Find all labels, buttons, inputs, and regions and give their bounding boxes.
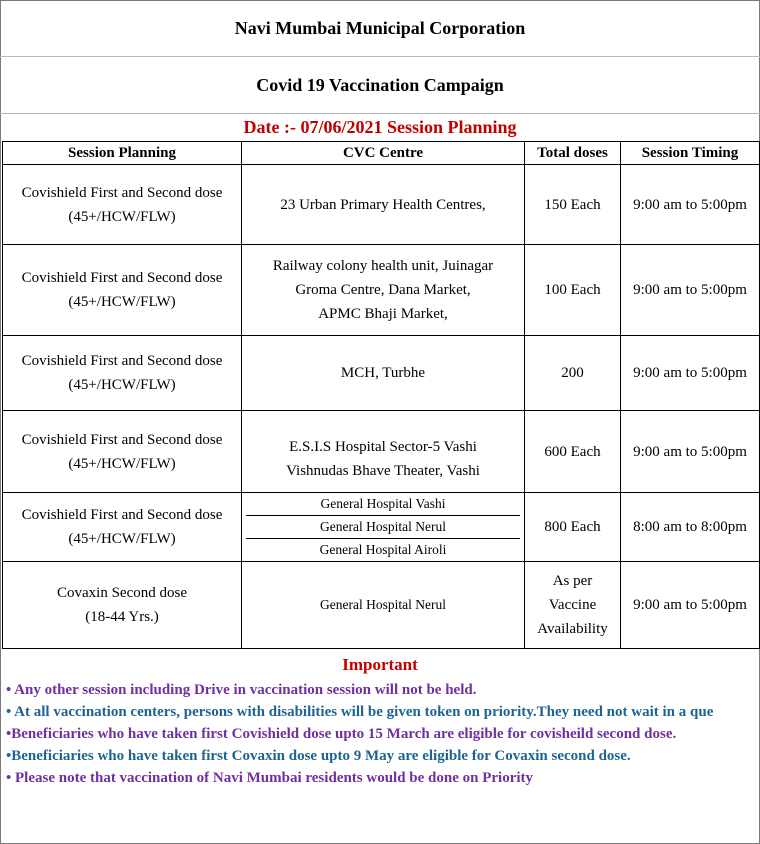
session-label: Covaxin Second dose (57, 585, 187, 601)
table-header-row (3, 142, 760, 165)
hospital-item: General Hospital Airoli (319, 542, 447, 557)
timing-label: 9:00 am to 5:00pm (633, 597, 747, 613)
doses-cell (525, 411, 621, 493)
centre-cell (242, 336, 525, 411)
centre-label: General Hospital Nerul (320, 597, 446, 612)
doses-line: As per (552, 573, 593, 589)
doses-label: 800 Each (544, 519, 601, 535)
centre-cell (242, 562, 525, 649)
session-cell (3, 411, 242, 493)
timing-cell (621, 245, 760, 336)
table-row (3, 165, 760, 245)
session-group: (45+/HCW/FLW) (68, 294, 176, 310)
session-group: (45+/HCW/FLW) (68, 377, 176, 393)
org-title: Navi Mumbai Municipal Corporation (0, 0, 760, 57)
session-cell (3, 245, 242, 336)
table-row (3, 245, 760, 336)
timing-cell (621, 336, 760, 411)
col-header-session: Session Planning (3, 142, 242, 165)
doses-label: 150 Each (544, 196, 601, 213)
doses-label: 200 (561, 365, 584, 381)
session-label: Covishield First and Second dose (21, 184, 223, 201)
centre-line: APMC Bhaji Market, (318, 306, 448, 322)
session-label: Covishield First and Second dose (21, 507, 223, 523)
session-table (2, 141, 760, 649)
doses-line: Availability (537, 621, 608, 637)
session-group: (18-44 Yrs.) (85, 609, 159, 625)
hospital-item: General Hospital Vashi (246, 493, 520, 516)
timing-label: 9:00 am to 5:00pm (633, 443, 747, 460)
note-item: •Beneficiaries who have taken first Covaxin dose upto 9 May are eligible for Covaxin second dose. (6, 748, 631, 764)
doses-cell (525, 245, 621, 336)
note-item: • Any other session including Drive in vaccination session will not be held. (6, 682, 477, 698)
timing-label: 9:00 am to 5:00pm (633, 365, 747, 381)
centre-label: MCH, Turbhe (340, 365, 426, 381)
session-group: (45+/HCW/FLW) (68, 531, 176, 547)
timing-label: 9:00 am to 5:00pm (633, 282, 747, 298)
centre-line: Groma Centre, Dana Market, (295, 282, 471, 298)
centre-line: Vishnudas Bhave Theater, Vashi (286, 462, 480, 479)
centre-cell (242, 411, 525, 493)
important-title: Important (342, 655, 418, 674)
doses-label: 100 Each (544, 282, 601, 298)
note-item: • At all vaccination centers, persons with disabilities will be given token on priority.They need not wait in a que (6, 704, 714, 720)
session-group: (45+/HCW/FLW) (68, 455, 176, 472)
timing-cell (621, 165, 760, 245)
centre-line: E.S.I.S Hospital Sector-5 Vashi (289, 438, 477, 455)
session-cell (3, 336, 242, 411)
timing-cell (621, 562, 760, 649)
timing-cell (621, 493, 760, 562)
doses-cell (525, 562, 621, 649)
table-row (3, 411, 760, 493)
hospital-item: General Hospital Nerul (246, 516, 520, 539)
centre-cell (242, 493, 525, 562)
important-section (0, 651, 760, 789)
table-row (3, 493, 760, 562)
doses-cell (525, 493, 621, 562)
session-cell (3, 165, 242, 245)
doses-line: Vaccine (548, 597, 597, 613)
table-row (3, 336, 760, 411)
session-label: Covishield First and Second dose (21, 270, 223, 286)
col-header-centre: CVC Centre (242, 142, 525, 165)
centre-label: 23 Urban Primary Health Centres, (280, 196, 486, 213)
date-line: Date :- 07/06/2021 Session Planning (243, 116, 517, 137)
timing-label: 9:00 am to 5:00pm (633, 196, 747, 213)
session-group: (45+/HCW/FLW) (68, 208, 176, 225)
centre-cell (242, 165, 525, 245)
note-item: • Please note that vaccination of Navi Mumbai residents would be done on Priority (6, 770, 534, 786)
doses-cell (525, 165, 621, 245)
session-cell (3, 493, 242, 562)
col-header-doses: Total doses (525, 142, 621, 165)
timing-label: 8:00 am to 8:00pm (633, 519, 747, 535)
table-row (3, 562, 760, 649)
col-header-timing: Session Timing (621, 142, 760, 165)
timing-cell (621, 411, 760, 493)
centre-cell (242, 245, 525, 336)
session-label: Covishield First and Second dose (21, 431, 223, 448)
session-label: Covishield First and Second dose (21, 353, 223, 369)
note-item: •Beneficiaries who have taken first Covishield dose upto 15 March are eligible for covisheild second dose. (6, 726, 677, 742)
session-cell (3, 562, 242, 649)
centre-line: Railway colony health unit, Juinagar (272, 258, 494, 274)
doses-cell (525, 336, 621, 411)
doses-label: 600 Each (544, 443, 601, 460)
campaign-title: Covid 19 Vaccination Campaign (0, 57, 760, 114)
